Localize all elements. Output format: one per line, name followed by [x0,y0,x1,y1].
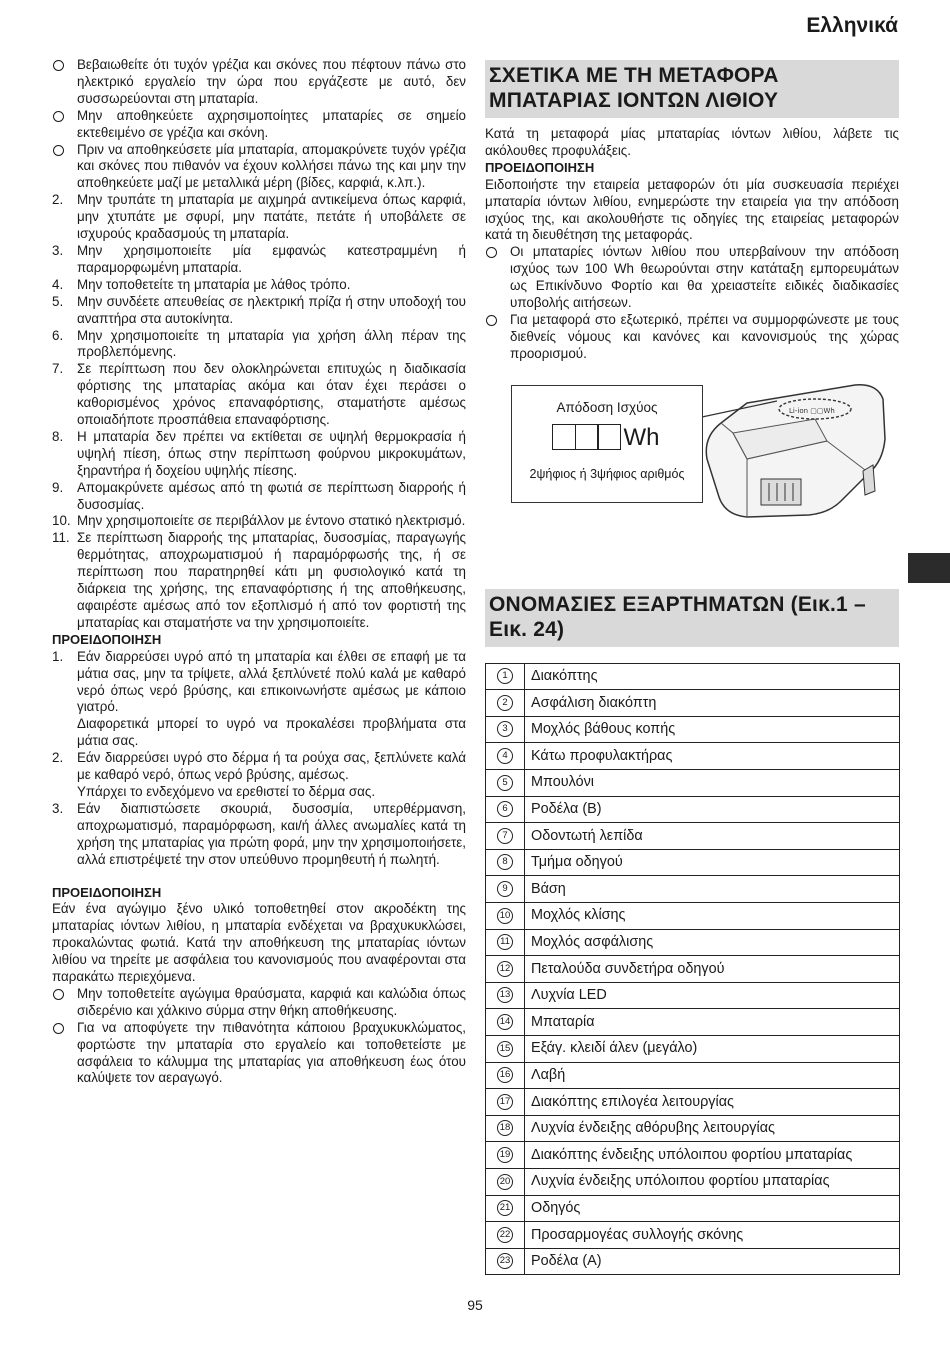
list-item-text: Η μπαταρία δεν πρέπει να εκτίθεται σε υψηλή θερμοκρασία ή υψηλή πίεση, όπως στην περίπτωση φούρνου μικροκυμάτων, ξηραντήρα ή δοχείου υψηλής πίεσης. [77,428,466,478]
part-number: 5 [497,775,513,791]
list-item [52,57,466,108]
list-item [485,244,899,312]
list-item [52,649,466,750]
list-item-text: Πριν να αποθηκεύσετε μία μπαταρία, απομακρύνετε τυχόν γρέζια και σκόνες που πιθανόν να έχουν κολλήσει πάνω της και μην την αποθηκεύετε μαζί με μεταλλικά μέρη (βίδες, καρφιά, κ.λπ.). [77,141,466,191]
part-number-cell [486,849,525,876]
part-number: 23 [497,1253,513,1269]
part-number: 2 [497,695,513,711]
part-number-cell [486,982,525,1009]
part-name: Λυχνία LED [525,982,900,1009]
parts-table [485,663,900,1276]
table-row [486,929,900,956]
battery-marking-text: Li-ion ▢▢Wh [789,406,835,415]
list-number: 2. [52,192,64,208]
part-number: 4 [497,748,513,764]
part-name: Οδοντωτή λεπίδα [525,823,900,850]
parts-section-title: ΟΝΟΜΑΣΙΕΣ ΕΞΑΡΤΗΜΑΤΩΝ (Εικ.1 – Εικ. 24) [485,589,899,647]
part-number: 10 [497,908,513,924]
part-number: 3 [497,721,513,737]
list-number: 2. [52,750,64,766]
list-number: 5. [52,293,64,309]
bullet-circle-icon [52,1020,64,1039]
part-number-cell [486,1142,525,1169]
part-name: Ροδέλα (Α) [525,1248,900,1275]
part-number: 13 [497,987,513,1003]
part-number: 20 [497,1174,513,1190]
table-row [486,1222,900,1249]
part-number-cell [486,876,525,903]
table-row [486,1036,900,1063]
bullet-circle-icon [52,142,64,161]
part-number-cell [486,929,525,956]
part-number-cell [486,823,525,850]
list-number: 11. [52,530,70,546]
table-row [486,716,900,743]
list-item [52,361,466,429]
part-name: Μοχλός κλίσης [525,903,900,930]
part-number-cell [486,1115,525,1142]
numbered-list [52,192,466,632]
table-row [486,1062,900,1089]
part-number: 12 [497,961,513,977]
transport-section-title: ΣΧΕΤΙΚΑ ΜΕ ΤΗ ΜΕΤΑΦΟΡΑ ΜΠΑΤΑΡΙΑΣ ΙΟΝΤΩΝ ΛΙΘΙΟΥ [485,60,899,118]
bullet-circle-icon [52,986,64,1005]
transport-warning-heading: ΠΡΟΕΙΔΟΠΟΙΗΣΗ [485,159,595,175]
bullet-circle-icon [485,312,497,331]
part-number: 16 [497,1067,513,1083]
list-item [52,429,466,480]
left-column [52,57,466,1087]
table-row [486,876,900,903]
power-rating-label: Απόδοση Ισχύος [556,399,658,415]
list-item [52,142,466,193]
part-number: 1 [497,668,513,684]
part-name: Πεταλούδα συνδετήρα οδηγού [525,956,900,983]
battery-label-figure [485,381,899,519]
table-row [486,796,900,823]
list-item-note: Διαφορετικά μπορεί το υγρό να προκαλέσει προβλήματα στα μάτια σας. [77,716,466,749]
list-item-text: Σε περίπτωση διαρροής της μπαταρίας, δυσοσμίας, παραγωγής θερμότητας, αποχρωματισμού ή παραμόρφωσής της, ή σε περίπτωση που παρατηρηθεί κάτι μη φυσιολογικό κατά τη διάρκεια της χρήσης, της επαναφόρτισης ή της αποθήκευσης, αφαιρέστε αμέσως από τον εξοπλισμό ή από τον φορτιστή της μπαταρίας και σταματήστε να την χρησιμοποιείτε. [77,530,466,630]
list-number: 1. [52,648,64,664]
part-number-cell [486,690,525,717]
bullet-circle-icon [52,108,64,127]
list-item-note: Υπάρχει το ενδεχόμενο να ερεθιστεί το δέρμα σας. [77,783,376,799]
part-name: Τμήμα οδηγού [525,849,900,876]
part-name: Μοχλός βάθους κοπής [525,716,900,743]
part-name: Ροδέλα (Β) [525,796,900,823]
table-row [486,770,900,797]
warning-bullet-list-2 [52,986,466,1087]
list-number: 3. [52,800,64,816]
warning-paragraph-2: Εάν ένα αγώγιμο ξένο υλικό τοποθετηθεί στον ακροδέκτη της μπαταρίας ιόντων λιθίου, η μπαταρία ενδέχεται να βραχυκυκλώσει, προκαλώντας φωτιά. Κατά την αποθήκευση της μπαταρίας ιόντων λιθίου να τηρείτε με ασφάλεια του κανονισμούς που αναφέρονται στα παρακάτω περιεχόμενα. [52,901,466,985]
part-number-cell [486,1089,525,1116]
section-tab-marker [908,553,950,583]
part-number: 11 [497,934,513,950]
page-number: 95 [467,1297,483,1313]
list-item [52,277,466,294]
part-number-cell [486,956,525,983]
list-item-text: Μην τρυπάτε τη μπαταρία με αιχμηρά αντικείμενα όπως καρφιά, μην χτυπάτε με σφυρί, μην πατάτε, πετάτε ή υποβάλετε σε ισχυρούς κραδασμούς τη μπαταρία. [77,192,466,242]
list-item [52,1020,466,1088]
table-row [486,849,900,876]
list-item [52,108,466,142]
list-item-text: Μην χρησιμοποιείτε τη μπαταρία για χρήση άλλη πέραν της προβλεπόμενης. [77,327,466,360]
bullet-circle-icon [485,244,497,263]
part-number: 22 [497,1227,513,1243]
list-item-text: Για μεταφορά στο εξωτερικό, πρέπει να συμμορφώνεστε με τους διεθνείς νόμους και κανόνες και κανονισμούς της χώρας προορισμού. [510,311,899,361]
transport-bullet-list [485,244,899,362]
table-row [486,1089,900,1116]
warning-heading-2: ΠΡΟΕΙΔΟΠΟΙΗΣΗ [52,884,162,900]
list-number: 9. [52,479,64,495]
part-name: Μοχλός ασφάλισης [525,929,900,956]
table-row [486,903,900,930]
list-item [52,480,466,514]
list-item-text: Εάν διαπιστώσετε σκουριά, δυσοσμία, υπερθέρμανση, αποχρωματισμό, παραμόρφωση, και/ή άλλες ανωμαλίες κατά τη χρήση της μπαταρίας για πρώτη φορά, μην την χρησιμοποιήσετε, αλλά επιστρέψετέ την στον υπεύθυνο προμηθευτή ή πωλητή. [77,800,466,867]
part-name: Διακόπτης ένδειξης υπόλοιπου φορτίου μπαταρίας [525,1142,900,1169]
part-number: 18 [497,1120,513,1136]
list-item-text: Μην συνδέετε απευθείας σε ηλεκτρική πρίζα ή στην υποδοχή του αναπτήρα στα αυτοκίνητα. [77,293,466,326]
part-number-cell [486,796,525,823]
list-item-text: Μην αποθηκεύετε αχρησιμοποίητες μπαταρίες σε σημείο εκτεθειμένο σε γρέζια και σκόνη. [77,107,466,140]
list-item-text: Εάν διαρρεύσει υγρό από τη μπαταρία και έλθει σε επαφή με τα μάτια σας, μην τα τρίψετε, αλλά ξεπλύνετέ πολύ καλά με καθαρό νερό όπως νερό βρύσης, και επικοινωνήστε αμέσως με κάποιο γιατρό. [77,648,466,715]
power-rating-callout [511,385,703,503]
list-number: 3. [52,242,64,258]
list-number: 7. [52,361,64,377]
part-name: Εξάγ. κλειδί άλεν (μεγάλο) [525,1036,900,1063]
part-number: 17 [497,1094,513,1110]
transport-warning-text: Ειδοποιήστε την εταιρεία μεταφορών ότι μία συσκευασία περιέχει μπαταρία ιόντων λιθίου, ενημερώστε την εταιρεία για την απόδοση ισχύος της, και ακολουθήστε τις οδηγίες της εταιρείας μεταφορών κατά τη διευθέτηση της μεταφοράς. [485,176,899,243]
part-number-cell [486,770,525,797]
table-row [486,1248,900,1275]
part-name: Μπουλόνι [525,770,900,797]
list-item [52,750,466,801]
list-item-text: Βεβαιωθείτε ότι τυχόν γρέζια και σκόνες που πέφτουν πάνω στο ηλεκτρικό εργαλείο την ώρα που εργάζεστε με αυτό, δεν συσσωρεύονται στη μπαταρία. [77,57,466,106]
list-item-text: Μην χρησιμοποιείτε σε περιβάλλον με έντονο στατικό ηλεκτρισμό. [77,513,466,529]
list-item [52,986,466,1020]
part-name: Λαβή [525,1062,900,1089]
list-number: 4. [52,276,64,292]
bullet-circle-icon [52,57,64,76]
part-name: Βάση [525,876,900,903]
part-number-cell [486,1036,525,1063]
part-number-cell [486,1009,525,1036]
warning-list-1 [52,649,466,869]
list-item [52,530,466,631]
list-item [52,294,466,328]
part-name: Κάτω προφυλακτήρας [525,743,900,770]
part-number: 9 [497,881,513,897]
list-number: 6. [52,327,64,343]
part-number-cell [486,1168,525,1195]
part-number: 15 [497,1041,513,1057]
part-number-cell [486,1222,525,1249]
warning-heading-1: ΠΡΟΕΙΔΟΠΟΙΗΣΗ [52,631,162,647]
table-row [486,1195,900,1222]
part-number-cell [486,1195,525,1222]
table-row [486,690,900,717]
list-item-text: Οι μπαταρίες ιόντων λιθίου που υπερβαίνουν την απόδοση ισχύος των 100 Wh θεωρούνται στην κατάταξη εμπορευμάτων ως Επικίνδυνο Φορτίο και θα χρειαστείτε ειδικές διαδικασίες υποβολής αιτήσεων. [510,244,899,311]
list-item-text: Σε περίπτωση που δεν ολοκληρώνεται επιτυχώς η διαδικασία φόρτισης της μπαταρίας ακόμα και όταν έχει περάσει ο καθορισμένος χρόνος επαναφόρτισης, σταματήστε αμέσως οποιαδήποτε προσπάθεια επαναφόρτισης. [77,361,466,428]
list-item-text: Για να αποφύγετε την πιθανότητα κάποιου βραχυκυκλώματος, φορτώστε την μπαταρία στο εργαλείο και τοποθετείστε με ασφάλεια το κάλυμμα της μπαταρίας για αποθήκευση έως ότου καλύψετε τον αεραγωγό. [77,1019,466,1086]
table-row [486,956,900,983]
part-number-cell [486,663,525,690]
table-row [486,743,900,770]
list-item [52,243,466,277]
digit-box [575,424,599,450]
list-item-text: Απομακρύνετε αμέσως από τη φωτιά σε περίπτωση διαρροής ή δυσοσμίας. [77,479,466,512]
transport-intro: Κατά τη μεταφορά μίας μπαταρίας ιόντων λιθίου, λάβετε τις ακόλουθες προφυλάξεις. [485,126,899,158]
table-row [486,1009,900,1036]
part-number: 8 [497,854,513,870]
digit-boxes [552,424,660,450]
table-row [486,982,900,1009]
table-row [486,823,900,850]
list-item [52,192,466,243]
table-row [486,663,900,690]
part-name: Διακόπτης επιλογέα λειτουργίας [525,1089,900,1116]
part-name: Οδηγός [525,1195,900,1222]
language-label: Ελληνικά [806,14,898,37]
table-row [486,1142,900,1169]
part-number-cell [486,1062,525,1089]
table-row [486,1168,900,1195]
part-name: Προσαρμογέας συλλογής σκόνης [525,1222,900,1249]
list-item-text: Εάν διαρρεύσει υγρό στο δέρμα ή τα ρούχα σας, ξεπλύνετε καλά με καθαρό νερό, όπως νερό βρύσης, αμέσως. [77,750,466,783]
digit-box [552,424,576,450]
part-name: Ασφάλιση διακόπτη [525,690,900,717]
list-item-text: Μην τοποθετείτε τη μπαταρία με λάθος τρόπο. [77,276,351,292]
top-bullet-list [52,57,466,192]
part-name: Διακόπτης [525,663,900,690]
part-name: Μπαταρία [525,1009,900,1036]
wh-unit: Wh [623,423,660,451]
right-column [485,60,899,1275]
part-number-cell [486,743,525,770]
part-number: 21 [497,1200,513,1216]
part-number-cell [486,903,525,930]
list-item-text: Μην τοποθετείτε αγώγιμα θραύσματα, καρφιά και καλώδια όπως σιδερένιο και χάλκινο σύρμα στην θήκη αποθήκευσης. [77,985,466,1018]
list-number: 8. [52,428,64,444]
digit-count-label: 2ψήφιος ή 3ψήφιος αριθμός [529,466,685,481]
part-number: 14 [497,1014,513,1030]
list-number: 10. [52,513,71,529]
list-item [52,513,466,530]
list-item [485,312,899,363]
digit-box [597,424,621,450]
list-item-text: Μην χρησιμοποιείτε μία εμφανώς κατεστραμμένη ή παραμορφωμένη μπαταρία. [77,242,466,275]
part-name: Λυχνία ένδειξης υπόλοιπου φορτίου μπαταρίας [525,1168,900,1195]
part-number-cell [486,1248,525,1275]
list-item [52,328,466,362]
part-number-cell [486,716,525,743]
table-row [486,1115,900,1142]
part-name: Λυχνία ένδειξης αθόρυβης λειτουργίας [525,1115,900,1142]
part-number: 6 [497,801,513,817]
part-number: 7 [497,828,513,844]
list-item [52,801,466,869]
part-number: 19 [497,1147,513,1163]
